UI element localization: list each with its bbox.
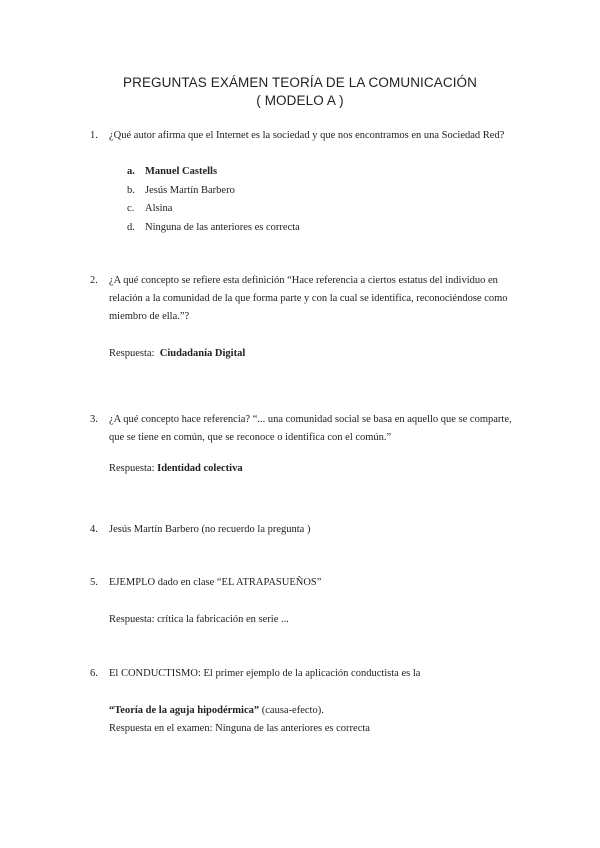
- theory-name: “Teoría de la aguja hipodérmica”: [109, 705, 260, 716]
- option-text: Jesús Martín Barbero: [145, 184, 235, 196]
- option-c: [127, 200, 300, 219]
- question-3: [90, 411, 520, 447]
- answer-6-theory: [109, 702, 324, 720]
- option-a: [127, 163, 300, 182]
- question-number: 2.: [90, 275, 98, 286]
- option-b: [127, 182, 300, 201]
- question-text: ¿A qué concepto se refiere esta definición “Hace referencia a ciertos estatus del individuo en relación a la comunidad de la que forma parte y con la cual se identifica, reconociéndose como miembro de ella.”?: [109, 275, 508, 322]
- option-text: Manuel Castells: [145, 166, 218, 177]
- answer-label: Respuesta:: [109, 348, 155, 359]
- question-number: 1.: [90, 130, 98, 141]
- question-1: [90, 127, 520, 145]
- answer-3: [109, 460, 243, 478]
- option-letter: d.: [127, 221, 135, 233]
- answer-2: [109, 345, 245, 363]
- option-text: Ninguna de las anteriores es correcta: [145, 221, 300, 233]
- question-text: ¿Qué autor afirma que el Internet es la sociedad y que nos encontramos en una Sociedad Red?: [109, 130, 505, 141]
- question-5: [90, 574, 520, 592]
- answer-text: Ciudadanía Digital: [159, 348, 246, 359]
- question-1-options: [127, 163, 300, 237]
- question-number: 6.: [90, 668, 98, 679]
- question-number: 4.: [90, 524, 98, 535]
- question-text: Jesús Martín Barbero (no recuerdo la pregunta ): [109, 524, 311, 535]
- question-text: El CONDUCTISMO: El primer ejemplo de la aplicación conductista es la: [109, 668, 421, 679]
- document-subtitle: ( MODELO A ): [256, 93, 344, 108]
- document-title: PREGUNTAS EXÁMEN TEORÍA DE LA COMUNICACIÓN: [122, 75, 477, 90]
- question-4: [90, 521, 520, 539]
- question-text: EJEMPLO dado en clase “EL ATRAPASUEÑOS”: [109, 577, 322, 588]
- answer-5: Respuesta: crítica la fabricación en serie ...: [109, 614, 289, 625]
- question-text: ¿A qué concepto hace referencia? “... una comunidad social se basa en aquello que se comparte, que se tiene en común, que se reconoce o identifica con el común.”: [109, 414, 512, 443]
- question-number: 3.: [90, 414, 98, 425]
- option-letter: a.: [127, 166, 135, 177]
- option-letter: b.: [127, 184, 135, 196]
- question-number: 5.: [90, 577, 98, 588]
- option-d: [127, 219, 300, 238]
- option-text: Alsina: [145, 203, 173, 214]
- question-6: [90, 665, 520, 683]
- answer-text: Identidad colectiva: [157, 463, 243, 474]
- question-2: [90, 272, 520, 326]
- option-letter: c.: [127, 203, 135, 214]
- answer-6-exam: Respuesta en el examen: Ninguna de las anteriores es correcta: [109, 723, 370, 734]
- theory-suffix: (causa-efecto).: [259, 705, 324, 716]
- answer-label: Respuesta:: [109, 463, 155, 474]
